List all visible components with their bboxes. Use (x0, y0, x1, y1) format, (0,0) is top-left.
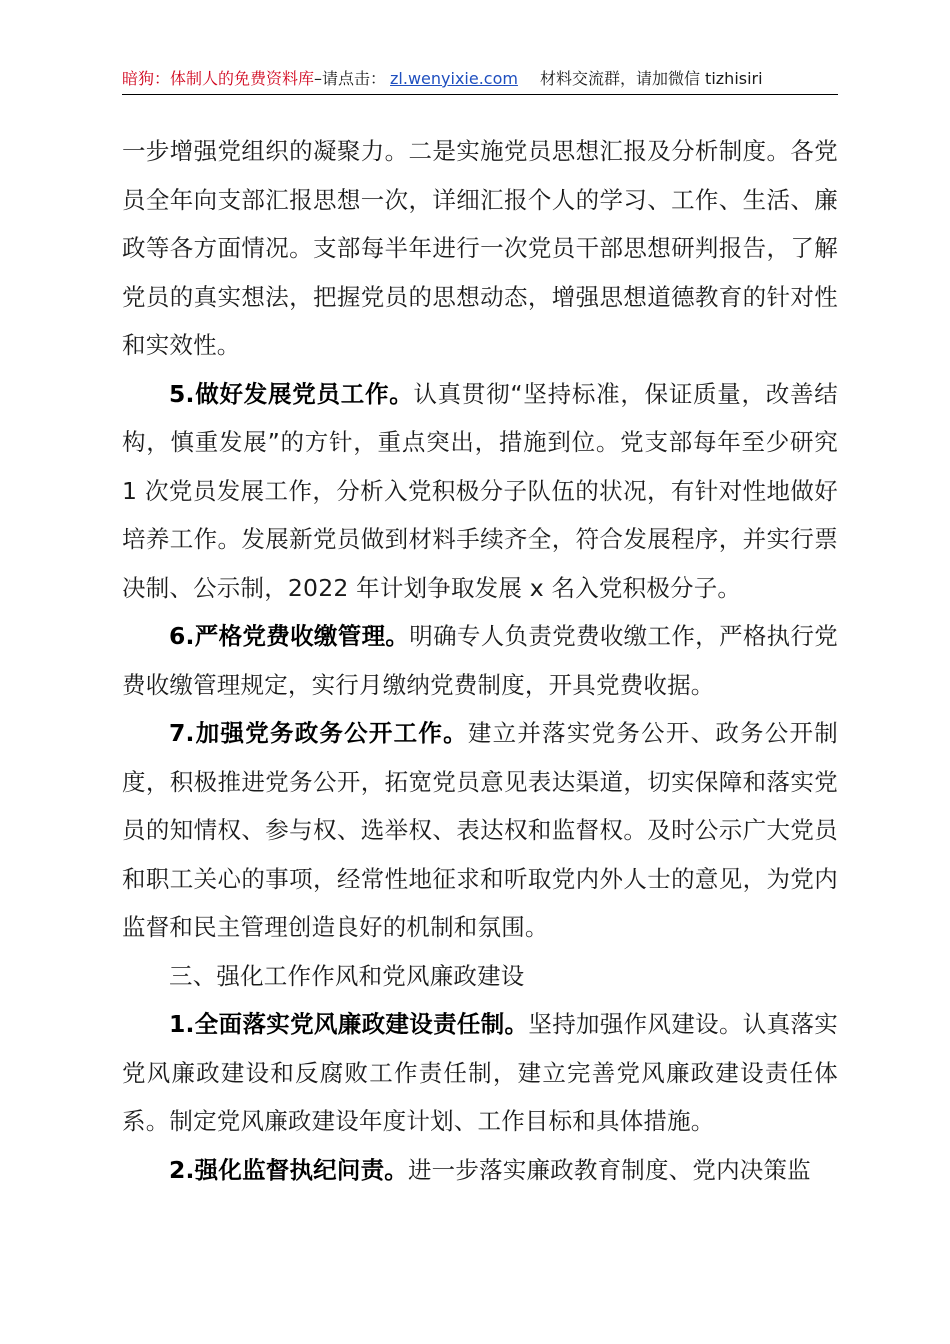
paragraph-heading: 2.强化监督执纪问责。 (169, 1155, 408, 1184)
header-contact: 材料交流群，请加微信 tizhisiri (539, 69, 763, 88)
paragraph-heading: 5.做好发展党员工作。 (169, 379, 414, 408)
paragraph-item-5 (122, 370, 838, 613)
section-heading-text: 三、强化工作作风和党风廉政建设 (169, 961, 525, 990)
paragraph-heading: 6.严格党费收缴管理。 (169, 622, 410, 650)
header-prompt: –请点击： (314, 69, 387, 88)
paragraph-heading: 7.加强党务政务公开工作。 (169, 719, 468, 747)
paragraph-text: 坚持加强作风建设。认真落实党风廉政建设和反腐败工作责任制，建立完善党风廉政建设责任体系。制定党风廉政建设年度计划、工作目标和具体措施。 (122, 1010, 838, 1135)
paragraph-text: 认真贯彻“坚持标准，保证质量，改善结构，慎重发展”的方针，重点突出，措施到位。党支部每年至少研究 1 次党员发展工作，分析入党积极分子队伍的状况，有针对性地做好培养工作。发展新党员做到材料手续齐全，符合发展程序，并实行票决制、公示制，2022 年计划争取发展 x 名入党积极分子。 (122, 379, 838, 602)
document-body (122, 127, 838, 1194)
paragraph-heading: 1.全面落实党风廉政建设责任制。 (169, 1010, 529, 1038)
paragraph-item-2 (122, 1146, 838, 1195)
header-link[interactable]: zl.wenyixie.com (390, 69, 518, 88)
paragraph-item-1 (122, 1000, 838, 1146)
paragraph-item-7 (122, 709, 838, 952)
paragraph-item-6 (122, 612, 838, 709)
section-heading-3 (122, 952, 838, 1001)
header-brand: 暗狗：体制人的免费资料库 (122, 69, 315, 88)
paragraph-text: 建立并落实党务公开、政务公开制度，积极推进党务公开，拓宽党员意见表达渠道，切实保障和落实党员的知情权、参与权、选举权、表达权和监督权。及时公示广大党员和职工关心的事项，经常性地征求和听取党内外人士的意见，为党内监督和民主管理创造良好的机制和氛围。 (122, 719, 838, 941)
paragraph-text: 明确专人负责党费收缴工作，严格执行党费收缴管理规定，实行月缴纳党费制度，开具党费收据。 (122, 622, 838, 699)
paragraph-text: 进一步落实廉政教育制度、党内决策监 (407, 1155, 811, 1184)
paragraph-continuation (122, 127, 838, 370)
paragraph-text: 一步增强党组织的凝聚力。二是实施党员思想汇报及分析制度。各党员全年向支部汇报思想一次，详细汇报个人的学习、工作、生活、廉政等各方面情况。支部每半年进行一次党员干部思想研判报告，了解党员的真实想法，把握党员的思想动态，增强思想道德教育的针对性和实效性。 (122, 137, 838, 359)
page-header (122, 68, 838, 95)
